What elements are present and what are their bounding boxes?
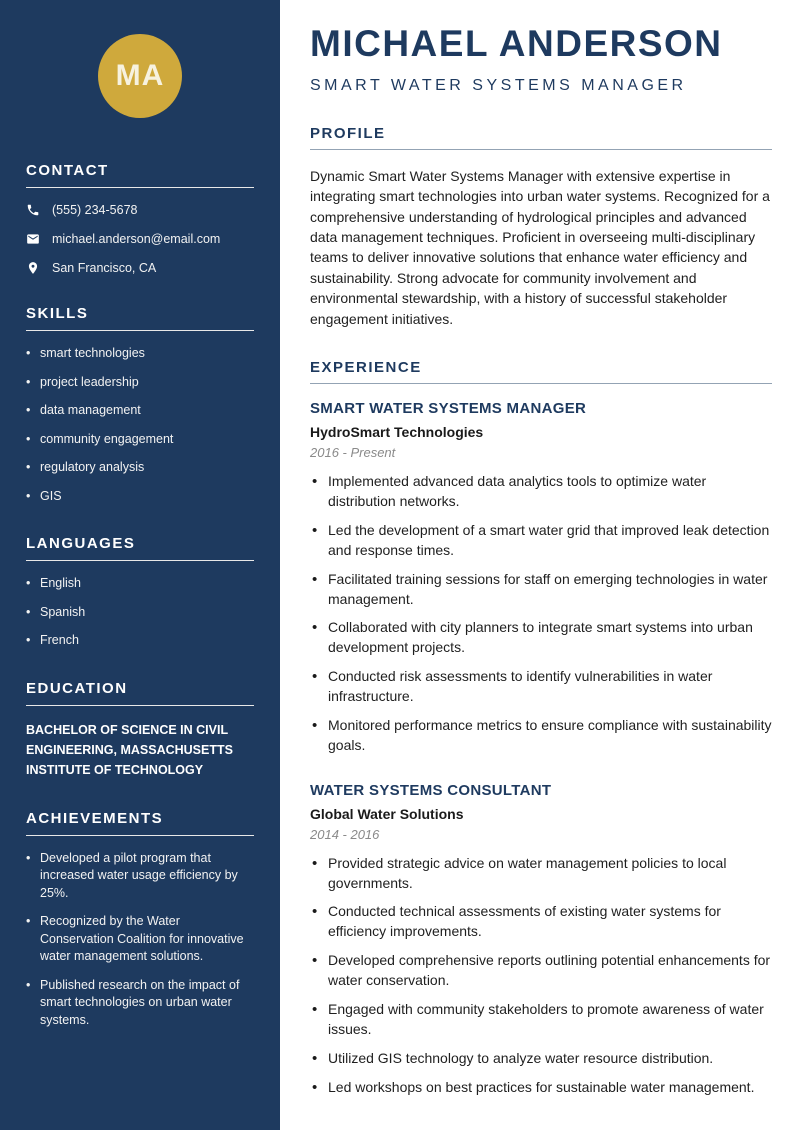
job-dates: 2014 - 2016 [310, 826, 380, 842]
job-bullet: • Implemented advanced data analytics tools to optimize water distribution networks. [310, 472, 772, 512]
job-bullet: • Led workshops on best practices for sustainable water management. [310, 1078, 772, 1098]
phone-text: (555) 234-5678 [52, 203, 138, 217]
degree-text: BACHELOR OF SCIENCE IN CIVIL ENGINEERING, MASSACHUSETTS INSTITUTE OF TECHNOLOGY [26, 722, 233, 777]
job-company: HydroSmart Technologies [310, 424, 484, 441]
languages-heading: LANGUAGES [26, 535, 254, 561]
skill-item: • project leadership [26, 374, 254, 392]
achievements-section [26, 810, 254, 1030]
job-entry [310, 782, 772, 1098]
achievements-heading: ACHIEVEMENTS [26, 810, 254, 836]
job-bullet: • Collaborated with city planners to integrate smart systems into urban development projects. [310, 618, 772, 658]
job-entry [310, 400, 772, 756]
job-bullet: • Engaged with community stakeholders to promote awareness of water issues. [310, 1000, 772, 1040]
contact-email [26, 232, 254, 246]
job-bullet: • Provided strategic advice on water management policies to local governments. [310, 854, 772, 894]
languages-list [26, 575, 254, 650]
job-bullet: • Monitored performance metrics to ensure compliance with sustainability goals. [310, 716, 772, 756]
job-title: WATER SYSTEMS CONSULTANT [310, 781, 552, 799]
achievement-item: • Developed a pilot program that increased water usage efficiency by 25%. [26, 850, 254, 903]
languages-section [26, 535, 254, 650]
job-dates: 2016 - Present [310, 445, 396, 461]
job-bullet: • Facilitated training sessions for staff on emerging technologies in water management. [310, 570, 772, 610]
skill-item: • community engagement [26, 431, 254, 449]
job-bullet: • Developed comprehensive reports outlining potential enhancements for water conservation. [310, 951, 772, 991]
profile-heading: PROFILE [310, 125, 772, 150]
location-text: San Francisco, CA [52, 261, 157, 275]
job-bullet: • Conducted risk assessments to identify vulnerabilities in water infrastructure. [310, 667, 772, 707]
language-item: • French [26, 632, 254, 650]
phone-icon [26, 203, 40, 217]
contact-heading: CONTACT [26, 162, 254, 188]
skill-item: • GIS [26, 488, 254, 506]
experience-heading: EXPERIENCE [310, 359, 772, 384]
avatar-initials: MA [115, 59, 165, 92]
skill-item: • data management [26, 402, 254, 420]
job-company: Global Water Solutions [310, 805, 464, 822]
skills-list [26, 345, 254, 505]
achievements-list [26, 850, 254, 1030]
job-bullet: • Conducted technical assessments of existing water systems for efficiency improvements. [310, 902, 772, 942]
contact-section [26, 162, 254, 275]
main-content [280, 0, 800, 1130]
candidate-title: SMART WATER SYSTEMS MANAGER [310, 76, 687, 94]
achievement-item: • Published research on the impact of smart technologies on urban water systems. [26, 977, 254, 1030]
avatar [98, 34, 182, 118]
email-text: michael.anderson@email.com [52, 232, 221, 246]
job-bullets [310, 854, 772, 1098]
candidate-name: MICHAEL ANDERSON [310, 23, 723, 64]
job-title: SMART WATER SYSTEMS MANAGER [310, 400, 587, 418]
education-heading: EDUCATION [26, 680, 254, 706]
job-bullets [310, 472, 772, 756]
job-bullet: • Led the development of a smart water grid that improved leak detection and response times. [310, 521, 772, 561]
profile-text: Dynamic Smart Water Systems Manager with extensive expertise in integrating smart technologies into urban water systems. Recognized for a comprehensive understanding of hydrological principles and advanced data management techniques. Proficient in overseeing multi-disciplinary teams to deliver innovative solutions that enhance water efficiency and sustainability. Strong advocate for community involvement and environmental stewardship, with a history of successful stakeholder engagement initiatives. [310, 167, 770, 327]
mail-icon [26, 232, 40, 246]
achievement-item: • Recognized by the Water Conservation Coalition for innovative water management solutions. [26, 913, 254, 966]
location-icon [26, 261, 40, 275]
language-item: • Spanish [26, 604, 254, 622]
sidebar [0, 0, 280, 1130]
skill-item: • regulatory analysis [26, 459, 254, 477]
education-section [26, 680, 254, 780]
skills-heading: SKILLS [26, 305, 254, 331]
skill-item: • smart technologies [26, 345, 254, 363]
contact-phone [26, 203, 254, 217]
language-item: • English [26, 575, 254, 593]
skills-section [26, 305, 254, 505]
job-bullet: • Utilized GIS technology to analyze water resource distribution. [310, 1049, 772, 1069]
contact-location [26, 261, 254, 275]
avatar-wrap [26, 34, 254, 118]
